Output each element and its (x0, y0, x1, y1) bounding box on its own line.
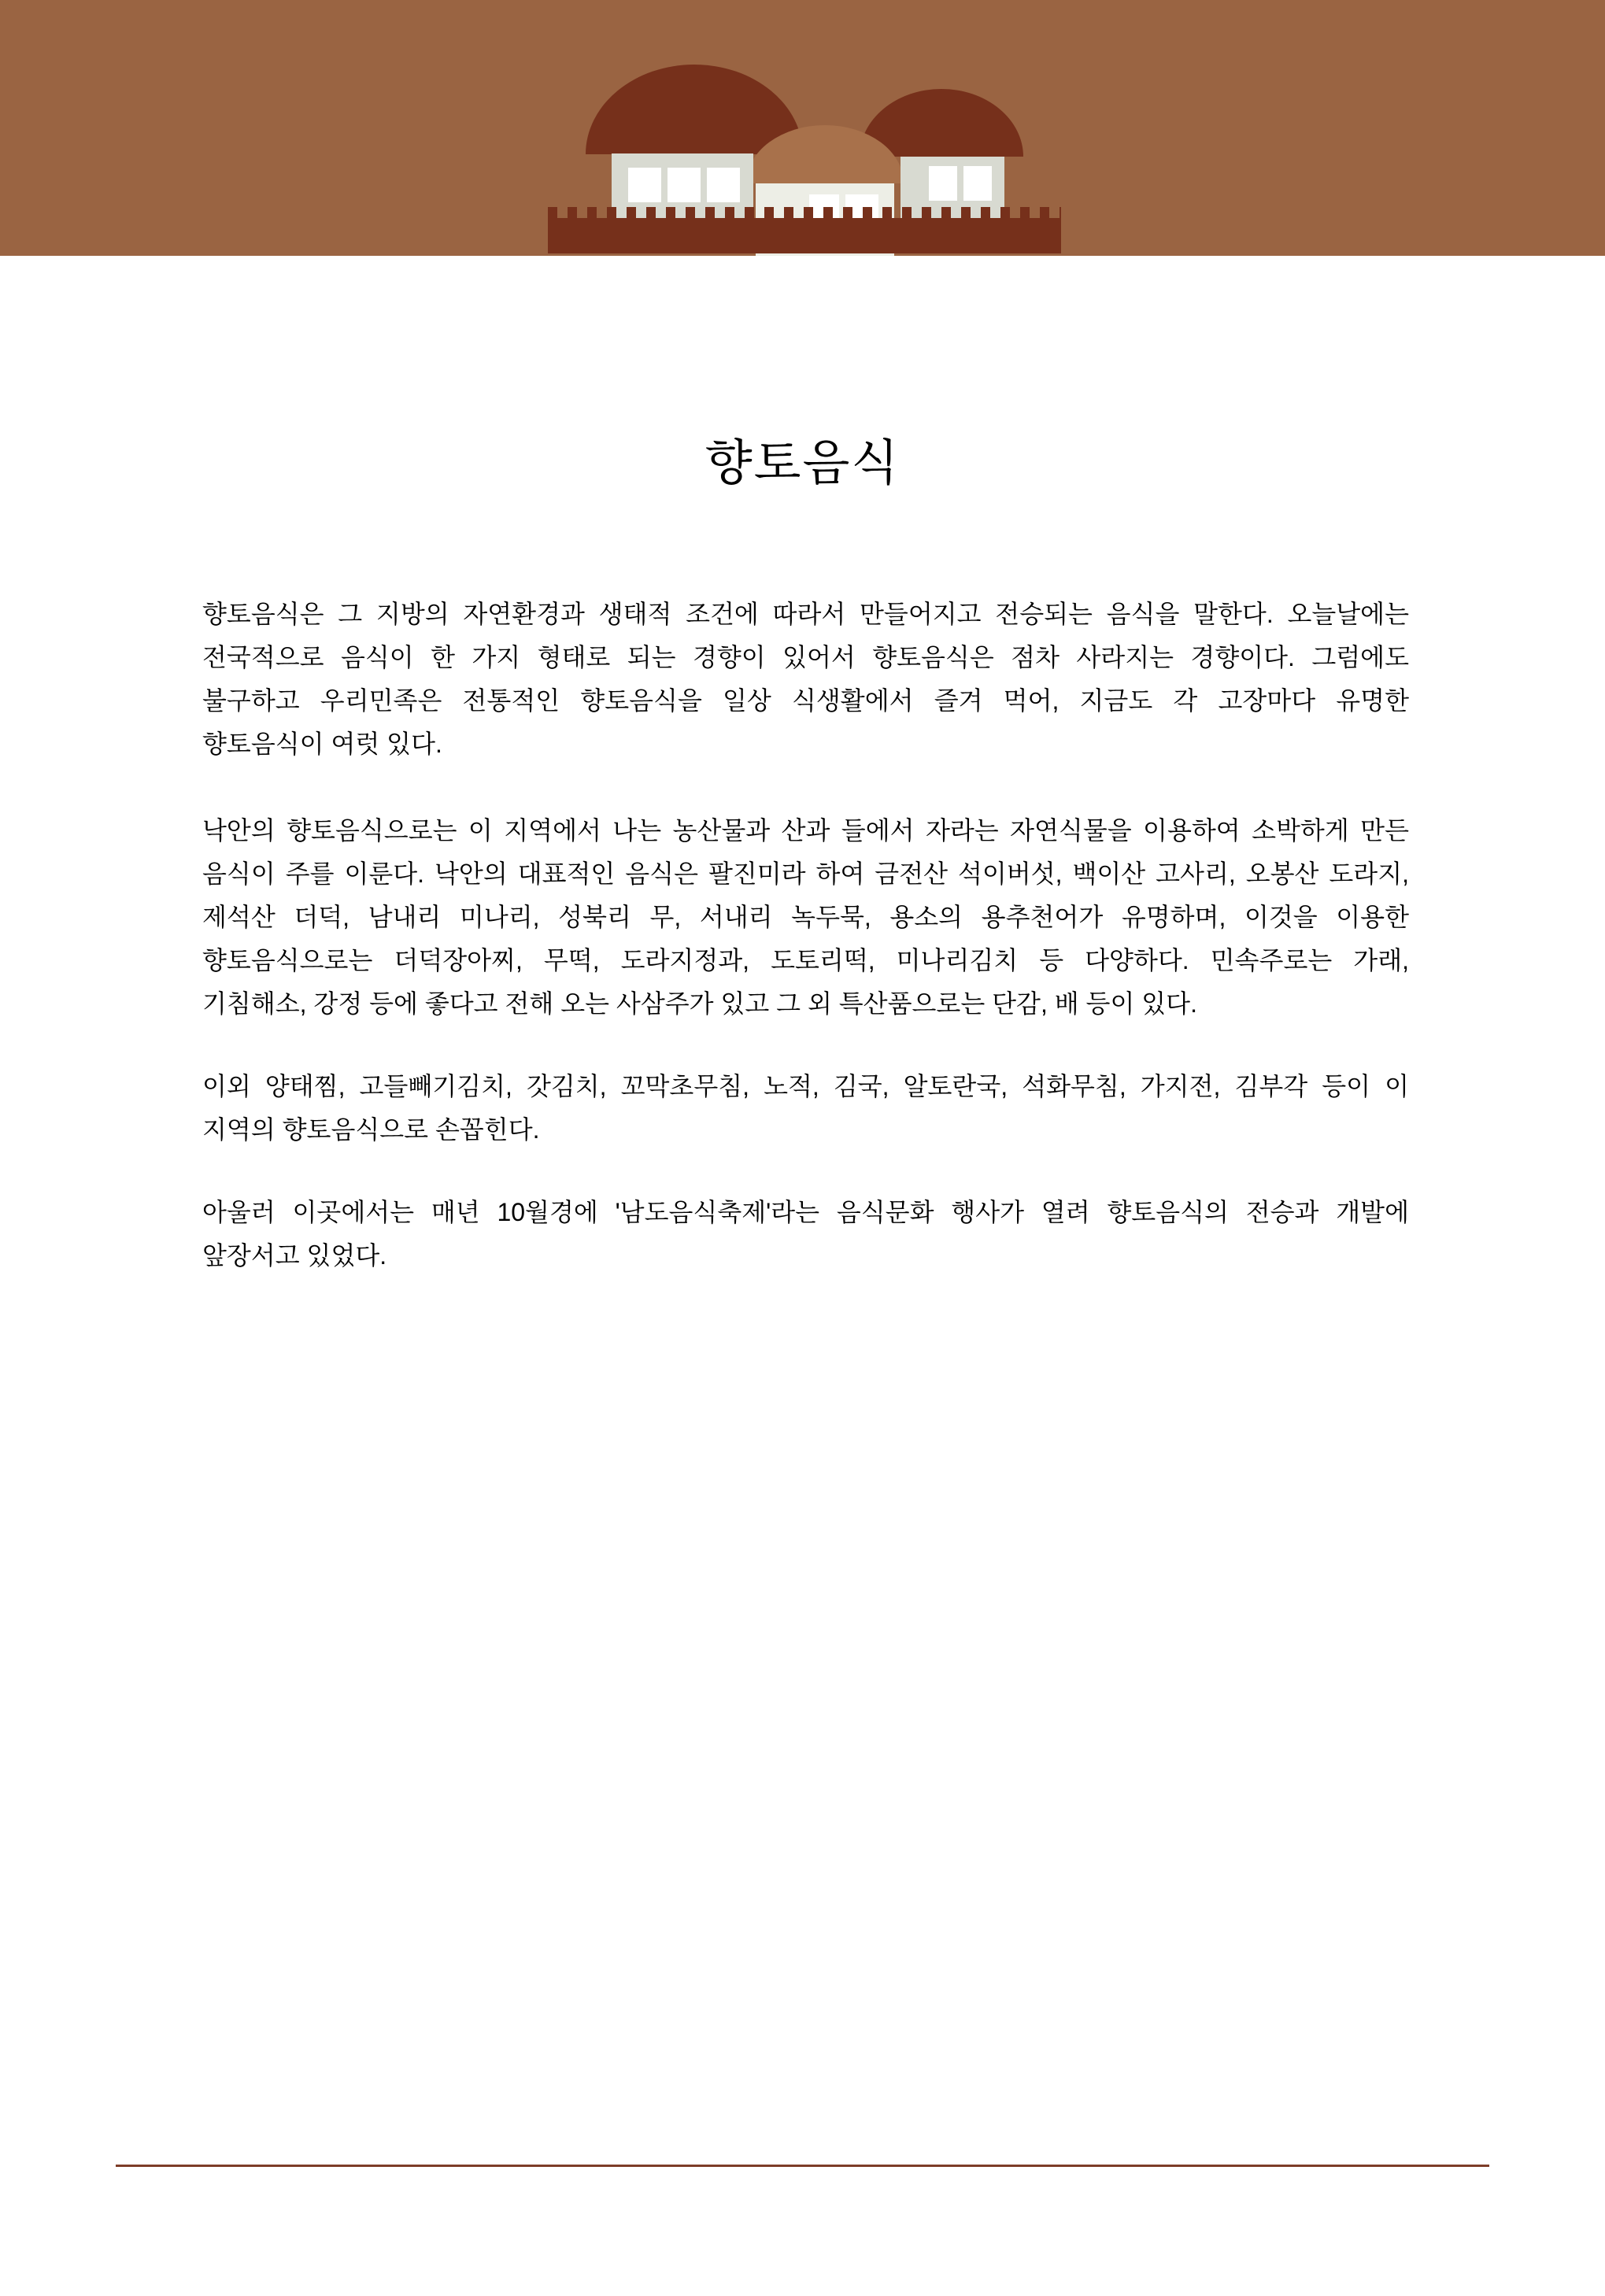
window-icon (668, 168, 701, 202)
header-banner (0, 0, 1605, 256)
fence-battlement-icon (548, 207, 1061, 218)
text-line: 앞장서고 있었다. (202, 1241, 387, 1270)
footer-divider-rule (116, 2165, 1489, 2167)
text-line: 기침해소, 강정 등에 좋다고 전해 오는 사삼주가 있고 그 외 특산품으로는 단감, 배 등이 있다. (202, 989, 1197, 1018)
text-line: 낙안의 향토음식으로는 이 지역에서 나는 농산물과 산과 들에서 자라는 자연식물을 이용하여 소박하게 만든 (202, 816, 1409, 845)
text-line: 지역의 향토음식으로 손꼽힌다. (202, 1115, 540, 1144)
text-line: 불구하고 우리민족은 전통적인 향토음식을 일상 식생활에서 즐겨 먹어, 지금도 각 고장마다 유명한 (202, 686, 1409, 715)
paragraph-3 (202, 1065, 1409, 1152)
paragraph-1 (202, 593, 1409, 766)
text-line: 제석산 더덕, 남내리 미나리, 성북리 무, 서내리 녹두묵, 용소의 용추천어가 유명하며, 이것을 이용한 (202, 903, 1409, 931)
text-line: 향토음식으로는 더덕장아찌, 무떡, 도라지정과, 도토리떡, 미나리김치 등 다양하다. 민속주로는 가래, (202, 946, 1409, 974)
text-line: 향토음식이 여럿 있다. (202, 730, 442, 758)
window-icon (929, 166, 957, 201)
text-line: 전국적으로 음식이 한 가지 형태로 되는 경향이 있어서 향토음식은 점차 사라지는 경향이다. 그럼에도 (202, 643, 1409, 671)
window-icon (628, 168, 661, 202)
text-line: 향토음식은 그 지방의 자연환경과 생태적 조건에 따라서 만들어지고 전승되는 음식을 말한다. 오늘날에는 (202, 600, 1409, 628)
fence-wall-icon (548, 218, 1061, 253)
window-icon (963, 166, 992, 201)
page-title: 향토음식 (704, 437, 901, 490)
window-icon (707, 168, 740, 202)
text-line: 음식이 주를 이룬다. 낙안의 대표적인 음식은 팔진미라 하여 금전산 석이버섯, 백이산 고사리, 오봉산 도라지, (202, 860, 1410, 888)
text-line: 이외 양태찜, 고들빼기김치, 갓김치, 꼬막초무침, 노적, 김국, 알토란국, 석화무침, 가지전, 김부각 등이 이 (202, 1072, 1409, 1100)
paragraph-2 (202, 809, 1409, 1026)
text-line: 아울러 이곳에서는 매년 10월경에 '남도음식축제'라는 음식문화 행사가 열려 향토음식의 전승과 개발에 (202, 1198, 1409, 1226)
paragraph-4 (202, 1191, 1409, 1277)
